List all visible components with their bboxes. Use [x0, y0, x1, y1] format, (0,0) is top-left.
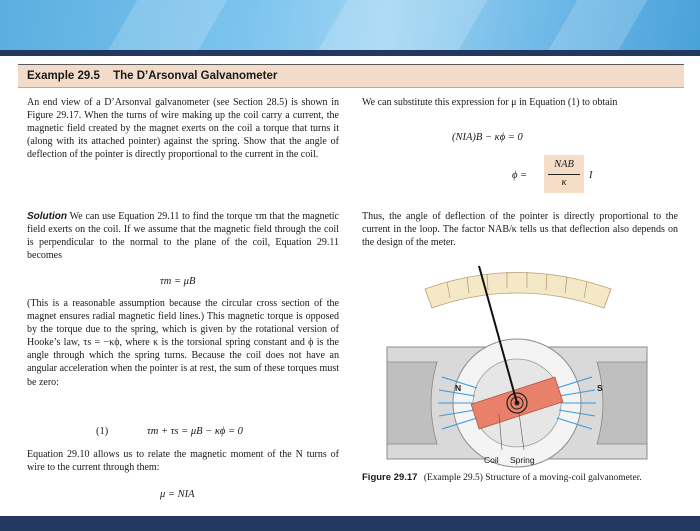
example-title: The D’Arsonval Galvanometer — [113, 70, 278, 82]
assumption-paragraph: (This is a reasonable assumption because the circular cross section of the magnet ensures radial magnetic field lines.) This magnetic torque is opposed by the torque due to the spring, which is given by the rotational version of Hooke’s law, τs = −κϕ, where κ is the torsional spring constant and ϕ is the angle through which the spring turns. Because the coil does not have an angular acceleration when the pointer is at rest, the sum of these torques must be zero: — [27, 298, 340, 388]
bottom-navy-bar — [0, 516, 700, 531]
example-number: Example 29.5 — [27, 70, 100, 82]
meter-scale — [425, 273, 611, 309]
equation-1: τm + τs = μB − κϕ = 0 — [147, 426, 243, 437]
galvanometer-figure — [367, 262, 667, 472]
relate-paragraph: Equation 29.10 allows us to relate the magnetic moment of the N turns of wire to the current through them: — [27, 449, 339, 474]
top-banner — [0, 0, 700, 50]
equation-phi-rhs: I — [589, 170, 593, 181]
solution-text: We can use Equation 29.11 to find the torque τm that the magnetic field exerts on the coil. If we assume that the magnetic field through the coil is perpendicular to the normal to the plane of the coil, Equation 29.11 becomes — [27, 211, 339, 262]
fraction-numerator: NAB — [554, 159, 574, 170]
equation-phi-lhs: ϕ = — [512, 170, 528, 181]
south-pole — [597, 362, 647, 444]
equation-1-label: (1) — [96, 426, 109, 437]
label-coil: Coil — [484, 455, 499, 465]
label-spring: Spring — [510, 455, 535, 465]
example-header — [18, 64, 684, 88]
figure-caption-title: Figure 29.17 — [362, 472, 418, 483]
label-north: N — [455, 383, 462, 393]
label-south: S — [597, 383, 603, 393]
equation-mu: μ = NIA — [160, 489, 195, 500]
equation-torque: τm = μB — [160, 276, 196, 287]
north-pole — [387, 362, 437, 444]
fraction-bar — [548, 174, 580, 175]
equation-balance: (NIA)B − κϕ = 0 — [452, 132, 523, 143]
solution-label: Solution — [27, 211, 67, 222]
substitute-paragraph: We can substitute this expression for μ in Equation (1) to obtain — [362, 97, 618, 108]
solution-paragraph — [27, 210, 339, 262]
conclusion-paragraph: Thus, the angle of deflection of the pointer is directly proportional to the current in the loop. The factor NAB/κ tells us that deflection also depends on the design of the meter. — [362, 211, 678, 249]
figure-caption-text: (Example 29.5) Structure of a moving-coil galvanometer. — [423, 473, 642, 483]
problem-statement: An end view of a D’Arsonval galvanometer (see Section 28.5) is shown in Figure 29.17. When the turns of wire making up the coil carry a current, the magnetic field created by the magnet exerts on the coil a torque that turns it (along with its attached pointer) against the spring. Show that the angle of deflection of the pointer is directly proportional to the current in the coil. — [27, 97, 339, 161]
fraction-denominator: κ — [561, 177, 567, 188]
figure-caption — [362, 472, 662, 484]
